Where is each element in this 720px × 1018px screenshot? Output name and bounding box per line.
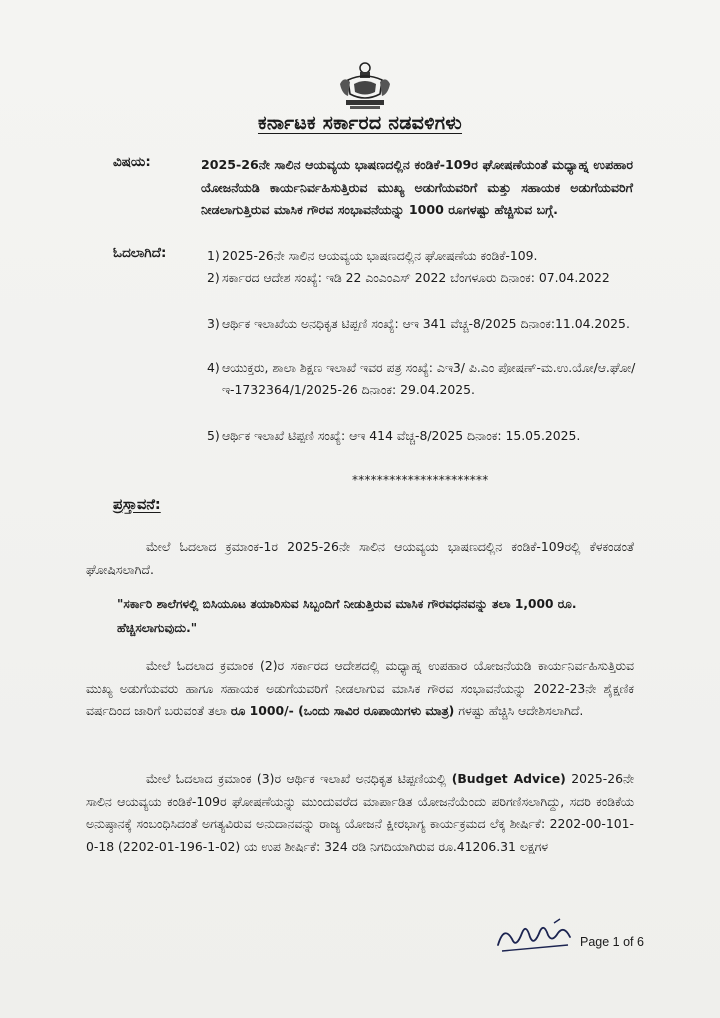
separator-stars: ********************** [352,473,489,487]
reference-item [207,425,637,447]
reference-number: 1) [207,248,220,263]
reference-text: ಸರ್ಕಾರದ ಆದೇಶ ಸಂಖ್ಯೆ: ಇಡಿ 22 ಎಂಎಂಎಸ್ 2022 ಬೆಂಗಳೂರು ದಿನಾಂಕ: 07.04.2022 [222,270,610,285]
reference-text: ಆರ್ಥಿಕ ಇಲಾಖೆ ಟಿಪ್ಪಣಿ ಸಂಖ್ಯೆ: ಆಇ 414 ವೆಚ್ಚ-8/2025 ದಿನಾಂಕ: 15.05.2025. [222,428,581,443]
reference-item [207,357,637,401]
document-title: ಕರ್ನಾಟಕ ಸರ್ಕಾರದ ನಡವಳಿಗಳು [257,112,463,134]
reference-number: 4) [207,360,220,375]
paragraph-2-amount: ರೂ 1000/- (ಒಂದು ಸಾವಿರ ರೂಪಾಯಿಗಳು ಮಾತ್ರ) [230,703,455,718]
read-label: ಓದಲಾಗಿದೆ: [113,245,167,261]
reference-number: 2) [207,270,220,285]
paragraph-2-text: ಮೇಲೆ ಓದಲಾದ ಕ್ರಮಾಂಕ (2)ರ ಸರ್ಕಾರದ ಆದೇಶದಲ್ಲಿ ಮಧ್ಯಾಹ್ನ ಉಪಹಾರ ಯೋಜನೆಯಡಿ ಕಾರ್ಯನಿರ್ವಹಿಸುತ್ತಿರುವ ಮುಖ್ಯ ಅಡುಗೆಯವರು ಹಾಗೂ ಸಹಾಯಕ ಅಡುಗೆಯವರಿಗೆ ನೀಡಲಾಗುವ ಮಾಸಿಕ ಗೌರವ ಸಂಭಾವನೆಯನ್ನು 2022-23ನೇ ಶೈಕ್ಷಣಿಕ ವರ್ಷದಿಂದ ಜಾರಿಗೆ ಬರುವಂತೆ ತಲಾ [86,658,634,718]
handwritten-signature-icon [494,915,576,959]
page-number: Page 1 of 6 [580,935,644,949]
paragraph-3-text-end: 2025-26ನೇ ಸಾಲಿನ ಆಯವ್ಯಯ ಕಂಡಿಕೆ-109ರ ಘೋಷಣೆಯನ್ನು ಮುಂದುವರೆದ ಮಾರ್ಪಾಡಿತ ಯೋಜನೆಯೆಂದು ಪರಿಗಣಿಸಲಾಗಿದ್ದು, ಸದರಿ ಕಂಡಿಕೆಯ ಅನುಷ್ಠಾನಕ್ಕೆ ಸಂಬಂಧಿಸಿದಂತೆ ಅಗತ್ಯವಿರುವ ಅನುದಾನವನ್ನು ರಾಜ್ಯ ಯೋಜನೆ ಕ್ಷೀರಭಾಗ್ಯ ಕಾರ್ಯಕ್ರಮದ ಲೆಕ್ಕ ಶೀರ್ಷಿಕೆ: 2202-00-101-0-18 (2202-01-196-1-02) ಯ ಉಪ ಶೀರ್ಷಿಕೆ: 324 ರಡಿ ನಿಗದಿಯಾಗಿರುವ ರೂ.41206.31 ಲಕ್ಷಗಳ [86,771,634,854]
subject-text: 2025-26ನೇ ಸಾಲಿನ ಆಯವ್ಯಯ ಭಾಷಣದಲ್ಲಿನ ಕಂಡಿಕೆ-109ರ ಘೋಷಣೆಯಂತೆ ಮಧ್ಯಾಹ್ನ ಉಪಹಾರ ಯೋಜನೆಯಡಿ ಕಾರ್ಯನಿರ್ವಹಿಸುತ್ತಿರುವ ಮುಖ್ಯ ಅಡುಗೆಯವರಿಗೆ ಮತ್ತು ಸಹಾಯಕ ಅಡುಗೆಯವರಿಗೆ ನೀಡಲಾಗುತ್ತಿರುವ ಮಾಸಿಕ ಗೌರವ ಸಂಭಾವನೆಯನ್ನು 1000 ರೂಗಳಷ್ಟು ಹೆಚ್ಚಿಸುವ ಬಗ್ಗೆ. [201,157,633,217]
reference-item [207,313,637,335]
state-emblem-icon [336,58,394,112]
reference-text: 2025-26ನೇ ಸಾಲಿನ ಆಯವ್ಯಯ ಭಾಷಣದಲ್ಲಿನ ಘೋಷಣೆಯ ಕಂಡಿಕೆ-109. [222,248,538,263]
paragraph-2-text-end: ಗಳಷ್ಟು ಹೆಚ್ಚಿಸಿ ಆದೇಶಿಸಲಾಗಿದೆ. [454,703,584,718]
budget-quote: "ಸರ್ಕಾರಿ ಶಾಲೆಗಳಲ್ಲಿ ಬಿಸಿಯೂಟ ತಯಾರಿಸುವ ಸಿಬ್ಬಂದಿಗೆ ನೀಡುತ್ತಿರುವ ಮಾಸಿಕ ಗೌರವಧನವನ್ನು ತಲಾ 1,000 ರೂ. ಹೆಚ್ಚಿಸಲಾಗುವುದು." [117,597,577,635]
reference-number: 3) [207,316,220,331]
paragraph-3-text: ಮೇಲೆ ಓದಲಾದ ಕ್ರಮಾಂಕ (3)ರ ಆರ್ಥಿಕ ಇಲಾಖೆ ಅನಧಿಕೃತ ಟಿಪ್ಪಣಿಯಲ್ಲಿ [146,771,452,786]
paragraph-2 [86,655,634,723]
paragraph-1: ಮೇಲೆ ಓದಲಾದ ಕ್ರಮಾಂಕ-1ರ 2025-26ನೇ ಸಾಲಿನ ಆಯವ್ಯಯ ಭಾಷಣದಲ್ಲಿನ ಕಂಡಿಕೆ-109ರಲ್ಲಿ ಕೆಳಕಂಡಂತೆ ಘೋಷಿಸಲಾಗಿದೆ. [86,539,634,577]
reference-number: 5) [207,428,220,443]
reference-item [207,245,637,267]
reference-text: ಆರ್ಥಿಕ ಇಲಾಖೆಯ ಅನಧಿಕೃತ ಟಿಪ್ಪಣಿ ಸಂಖ್ಯೆ: ಆಇ 341 ವೆಚ್ಚ-8/2025 ದಿನಾಂಕ:11.04.2025. [222,316,630,331]
subject-label: ವಿಷಯ: [113,154,151,170]
preamble-heading: ಪ್ರಸ್ತಾವನೆ: [113,497,161,513]
paragraph-3 [86,768,634,858]
reference-text: ಆಯುಕ್ತರು, ಶಾಲಾ ಶಿಕ್ಷಣ ಇಲಾಖೆ ಇವರ ಪತ್ರ ಸಂಖ್ಯೆ: ಎಇ3/ ಪಿ.ಎಂ ಪೋಷಣ್-ಮ.ಉ.ಯೋ/ಆ.ಘೋ/ ಇ-1732364/1/2025-26 ದಿನಾಂಕ: 29.04.2025. [222,360,636,397]
paragraph-3-budget-advice: (Budget Advice) [451,771,566,786]
reference-item [207,267,637,289]
